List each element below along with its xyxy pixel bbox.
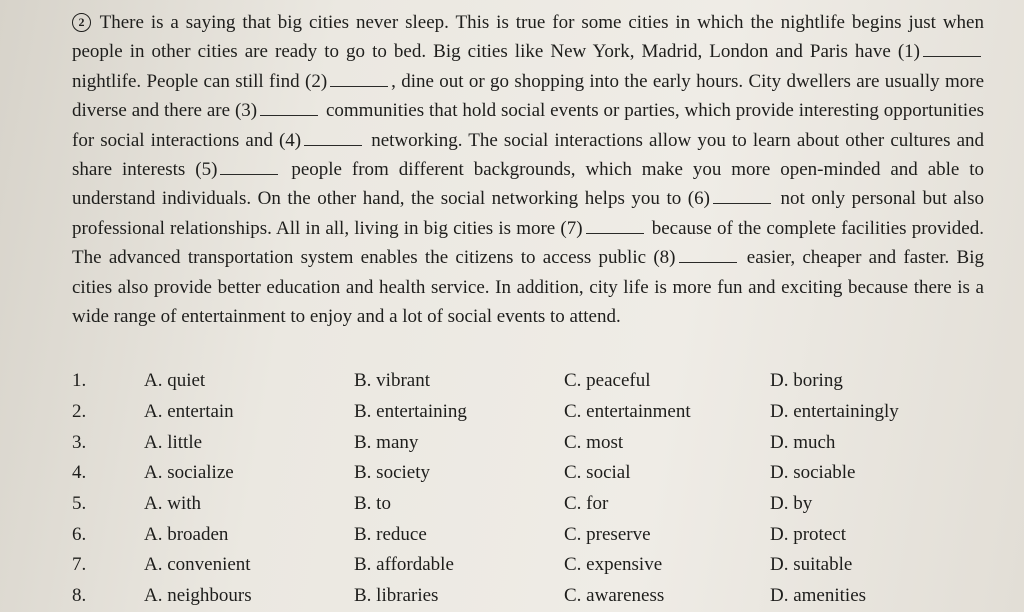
passage-text: because of the complete facilities provided. The advanced transportation system enables the citizens to access public [72, 217, 984, 269]
blank-line [586, 232, 644, 234]
passage-text: easier, cheaper and faster. Big cities also provide better education and health service. In addition, city life is more fun and exciting because there is a wide range of entertainment to enjoy and a lot of social events to attend. [72, 247, 985, 328]
option-row [72, 366, 1002, 397]
option-c: C. social [564, 462, 631, 484]
option-number: 8. [72, 585, 87, 607]
blank-label: (3) [234, 100, 258, 122]
option-number: 1. [72, 370, 87, 392]
option-d: D. by [770, 493, 813, 515]
blank-label: (8) [653, 247, 676, 269]
option-c: C. expensive [564, 554, 663, 576]
option-b: B. reduce [354, 523, 427, 545]
option-number: 4. [72, 462, 87, 484]
blank-label: (6) [687, 188, 710, 210]
option-row [72, 397, 1002, 428]
option-a: A. convenient [144, 554, 251, 576]
option-b: B. affordable [354, 554, 454, 576]
blank-label: (5) [195, 159, 218, 181]
blank-label: (4) [278, 129, 302, 151]
blank-label: (2) [305, 70, 328, 92]
option-d: D. boring [770, 370, 843, 392]
option-c: C. entertainment [564, 401, 691, 423]
blank-label: (1) [897, 41, 921, 63]
option-b: B. entertaining [354, 401, 467, 423]
passage-text: communities that hold social events or parties, which provide interesting opportunities for social interactions and [72, 100, 985, 151]
option-row [72, 550, 1002, 581]
option-c: C. peaceful [564, 370, 651, 392]
option-d: D. protect [770, 523, 846, 545]
option-c: C. preserve [564, 523, 651, 545]
option-c: C. for [564, 493, 609, 515]
option-b: B. libraries [354, 585, 439, 607]
option-c: C. awareness [564, 585, 665, 607]
passage-text: networking. The social interactions allow you to learn about other cultures and share interests [72, 129, 985, 181]
blank-line [923, 55, 981, 57]
option-c: C. most [564, 431, 624, 453]
reading-passage [72, 8, 984, 331]
option-a: A. entertain [144, 401, 234, 423]
blank-label: (7) [560, 217, 583, 239]
blank-line [679, 261, 737, 263]
option-b: B. vibrant [354, 370, 430, 392]
option-row [72, 519, 1002, 550]
option-row [72, 427, 1002, 458]
blank-line [260, 114, 318, 116]
passage-text: nightlife. People can still find [72, 70, 300, 92]
option-number: 7. [72, 554, 87, 576]
option-d: D. sociable [770, 462, 856, 484]
option-b: B. many [354, 431, 419, 453]
option-b: B. to [354, 493, 391, 515]
option-d: D. entertainingly [770, 401, 899, 423]
option-d: D. suitable [770, 554, 853, 576]
question-number-badge: 2 [72, 13, 91, 32]
option-b: B. society [354, 462, 430, 484]
option-a: A. quiet [144, 370, 206, 392]
option-a: A. broaden [144, 523, 229, 545]
passage-text: There is a saying that big cities never sleep. This is true for some cities in which the nightlife begins just when people in other cities are ready to go to bed. Big cities like New York, Madrid, London and Paris have [72, 12, 984, 63]
answer-options [72, 366, 1002, 612]
blank-line [220, 173, 278, 175]
option-number: 6. [72, 523, 87, 545]
blank-line [304, 144, 362, 146]
passage-text: people from different backgrounds, which make you more open-minded and able to understand individuals. On the other hand, the social networking helps you to [72, 159, 985, 210]
option-number: 2. [72, 401, 87, 423]
option-a: A. little [144, 431, 203, 453]
passage-text: , dine out or go shopping into the early hours. City dwellers are usually more diverse and there are [72, 70, 984, 122]
blank-line [713, 202, 771, 204]
option-d: D. amenities [770, 585, 867, 607]
blank-line [330, 85, 388, 87]
option-row [72, 458, 1002, 489]
option-row [72, 489, 1002, 520]
option-number: 5. [72, 493, 87, 515]
option-a: A. with [144, 493, 201, 515]
option-row [72, 581, 1002, 612]
option-a: A. socialize [144, 462, 234, 484]
option-d: D. much [770, 431, 836, 453]
option-number: 3. [72, 431, 87, 453]
passage-text: not only personal but also professional relationships. All in all, living in big cities is more [72, 188, 985, 239]
option-a: A. neighbours [144, 585, 252, 607]
